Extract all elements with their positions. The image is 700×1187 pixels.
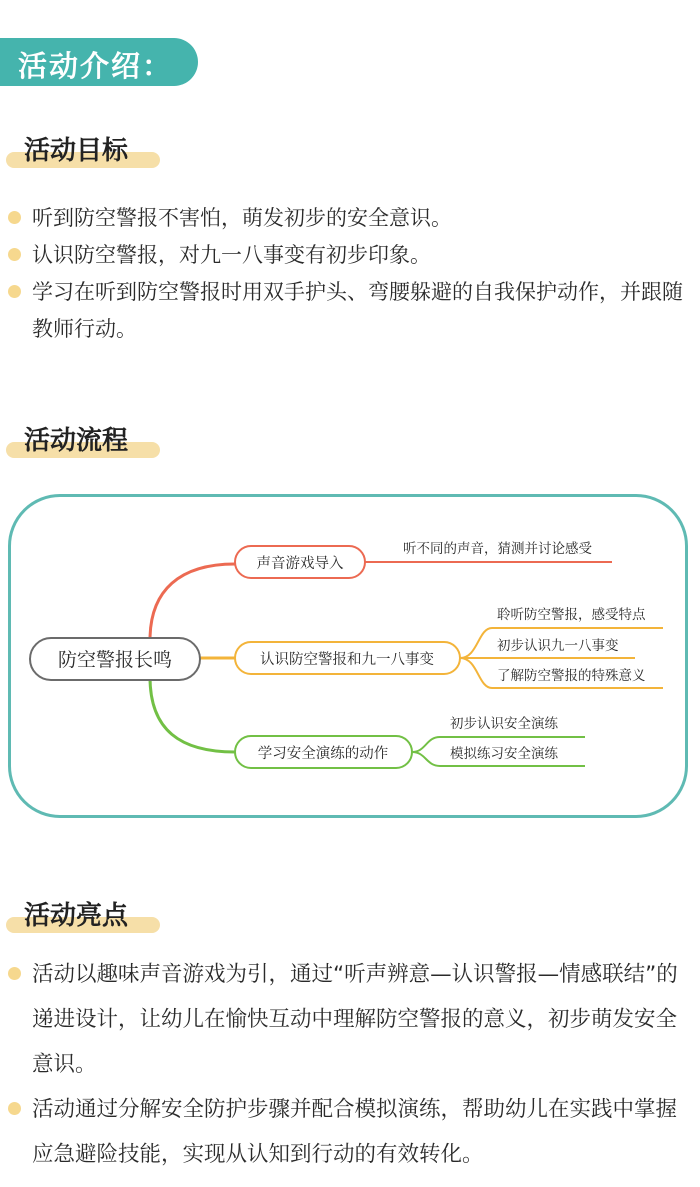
highlight-item (8, 952, 692, 1087)
goals-title: 活动目标 (24, 136, 129, 166)
highlight-item (8, 1087, 692, 1177)
intro-label: 活动介绍： (18, 49, 174, 83)
process-title: 活动流程 (24, 426, 129, 456)
bullet-dot-icon (8, 967, 21, 980)
leaf-label: 模拟练习安全演练 (450, 746, 558, 762)
branch-label: 学习安全演练的动作 (257, 746, 389, 762)
highlight-text: 活动以趣味声音游戏为引，通过“听声辨意—认识警报—情感联结”的递进设计，让幼儿在愉快互动中理解防空警报的意义，初步萌发安全意识。 (32, 962, 678, 1077)
leaf-label: 聆听防空警报，感受特点 (497, 607, 646, 623)
goal-text: 认识防空警报，对九一八事变有初步印象。 (32, 243, 431, 267)
bullet-dot-icon (8, 1102, 21, 1115)
leaf-label: 听不同的声音，猜测并讨论感受 (403, 541, 592, 557)
goal-text: 听到防空警报不害怕，萌发初步的安全意识。 (32, 206, 452, 230)
leaf-label: 初步认识安全演练 (450, 716, 558, 732)
branch-connector (150, 677, 235, 752)
mindmap-root-label: 防空警报长鸣 (57, 649, 173, 671)
branch-label: 认识防空警报和九一八事变 (260, 652, 434, 668)
leaf-label: 初步认识九一八事变 (497, 638, 619, 654)
highlights-list (8, 952, 692, 1177)
highlights-heading (0, 895, 170, 939)
highlight-text: 活动通过分解安全防护步骤并配合模拟演练，帮助幼儿在实践中掌握应急避险技能，实现从认知到行动的有效转化。 (32, 1097, 678, 1167)
branch-label: 声音游戏导入 (256, 556, 344, 572)
leaf-label: 了解防空警报的特殊意义 (497, 668, 646, 684)
highlights-title: 活动亮点 (24, 901, 129, 931)
goal-text: 学习在听到防空警报时用双手护头、弯腰躲避的自我保护动作，并跟随教师行动。 (32, 280, 683, 341)
branch-connector (150, 564, 235, 640)
